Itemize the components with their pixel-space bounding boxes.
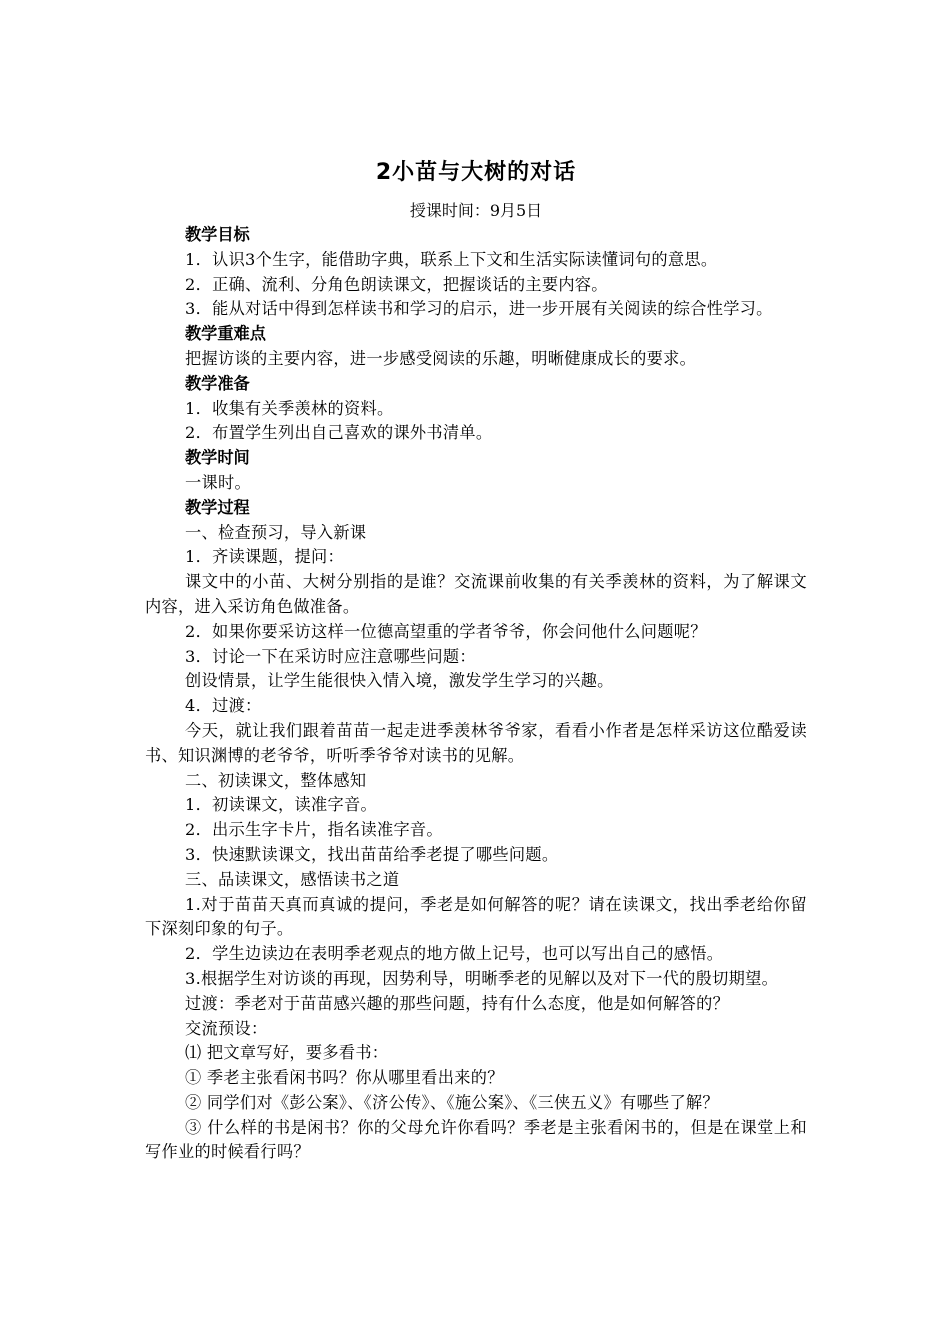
- document-body: [145, 223, 807, 1165]
- paragraph: 一课时。: [185, 472, 251, 492]
- paragraph: 3．讨论一下在采访时应注意哪些问题：: [185, 646, 476, 666]
- paragraph: 2．正确、流利、分角色朗读课文，把握谈话的主要内容。: [185, 274, 608, 294]
- paragraph: 1．齐读课题，提问：: [185, 547, 344, 567]
- paragraph: 交流预设：: [185, 1018, 268, 1038]
- paragraph: 2．学生边读边在表明季老观点的地方做上记号，也可以写出自己的感悟。: [185, 944, 724, 964]
- section-heading: 教学重难点: [185, 324, 266, 344]
- paragraph: ③ 什么样的书是闲书？你的父母允许你看吗？季老是主张看闲书的，但是在课堂上和写作业的时候看行吗？: [145, 1117, 807, 1162]
- section-heading: 教学准备: [185, 373, 250, 393]
- document-page: [145, 155, 807, 1165]
- paragraph: 1.对于苗苗天真而真诚的提问，季老是如何解答的呢？请在读课文，找出季老给你留下深刻印象的句子。: [145, 894, 807, 939]
- paragraph: 课文中的小苗、大树分别指的是谁？交流课前收集的有关季羡林的资料，为了解课文内容，进入采访角色做准备。: [145, 572, 807, 616]
- paragraph: 2．布置学生列出自己喜欢的课外书清单。: [185, 423, 493, 443]
- paragraph: 二、初读课文，整体感知: [185, 770, 367, 790]
- section-heading: 教学过程: [185, 497, 250, 517]
- paragraph: 3．快速默读课文，找出苗苗给季老提了哪些问题。: [185, 844, 559, 864]
- paragraph: ⑴ 把文章写好，要多看书：: [185, 1043, 389, 1063]
- paragraph: 一、检查预习，导入新课: [185, 522, 367, 542]
- paragraph: 1．收集有关季羡林的资料。: [185, 398, 394, 418]
- paragraph: 2．出示生字卡片，指名读准字音。: [185, 820, 443, 840]
- paragraph: 3．能从对话中得到怎样读书和学习的启示，进一步开展有关阅读的综合性学习。: [185, 299, 773, 319]
- section-heading: 教学时间: [185, 448, 250, 468]
- paragraph: 三、品读课文，感悟读书之道: [185, 869, 400, 889]
- section-heading: 教学目标: [185, 225, 250, 244]
- paragraph: 2．如果你要采访这样一位德高望重的学者爷爷，你会问他什么问题呢？: [185, 621, 707, 641]
- paragraph: ② 同学们对《彭公案》、《济公传》、《施公案》、《三侠五义》有哪些了解？: [185, 1092, 719, 1112]
- paragraph: 1．初读课文，读准字音。: [185, 795, 377, 815]
- paragraph: 3.根据学生对访谈的再现，因势利导，明晰季老的见解以及对下一代的殷切期望。: [185, 968, 779, 988]
- paragraph: 创设情景，让学生能很快入情入境，激发学生学习的兴趣。: [185, 671, 614, 691]
- paragraph: 4．过渡：: [185, 696, 262, 716]
- paragraph: 把握访谈的主要内容，进一步感受阅读的乐趣，明晰健康成长的要求。: [185, 348, 697, 368]
- paragraph: 1．认识3个生字，能借助字典，联系上下文和生活实际读懂词句的意思。: [185, 249, 718, 269]
- document-title: 2小苗与大树的对话: [375, 160, 577, 185]
- paragraph: 今天，就让我们跟着苗苗一起走进季羡林爷爷家，看看小作者是怎样采访这位酷爱读书、知识渊博的老爷爷，听听季爷爷对读书的见解。: [145, 720, 807, 765]
- paragraph: ① 季老主张看闲书吗？你从哪里看出来的？: [185, 1068, 504, 1088]
- paragraph: 过渡：季老对于苗苗感兴趣的那些问题，持有什么态度，他是如何解答的？: [185, 993, 730, 1013]
- lesson-date: 授课时间：9月5日: [409, 201, 543, 220]
